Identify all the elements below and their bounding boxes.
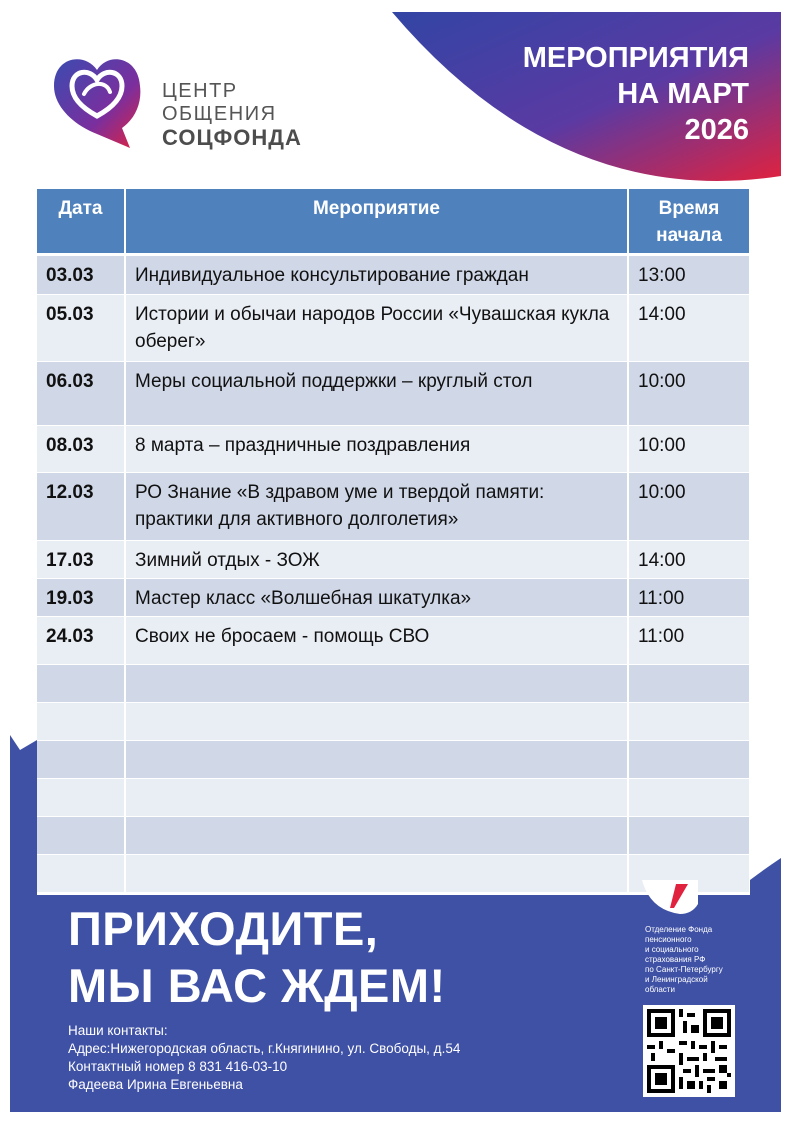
- invite-line-1: ПРИХОДИТЕ,: [68, 902, 379, 955]
- bottom-right-curve: [750, 858, 781, 900]
- row-date: 24.03: [37, 617, 125, 665]
- empty-cell: [628, 741, 749, 779]
- empty-cell: [125, 779, 628, 817]
- invite-line-2: МЫ ВАС ЖДЕМ!: [68, 959, 446, 1012]
- fund-emblem-icon: [640, 880, 700, 916]
- row-date: 08.03: [37, 426, 125, 473]
- org-line-6: и Ленинградской: [645, 975, 708, 984]
- empty-cell: [37, 779, 125, 817]
- contacts-heading: Наши контакты:: [68, 1023, 168, 1038]
- row-time: 13:00: [628, 255, 749, 295]
- empty-table-row: [37, 665, 749, 703]
- row-time: 10:00: [628, 362, 749, 426]
- organization-name: [645, 925, 755, 995]
- empty-cell: [37, 741, 125, 779]
- table-row: [37, 295, 749, 362]
- empty-cell: [37, 855, 125, 893]
- row-event: Индивидуальное консультирование граждан: [125, 255, 628, 295]
- row-event: РО Знание «В здравом уме и твердой памяти: практики для активного долголетия»: [125, 473, 628, 541]
- table-row: [37, 617, 749, 665]
- page-title: [449, 40, 749, 148]
- empty-table-row: [37, 779, 749, 817]
- table-row: [37, 362, 749, 426]
- events-table: [37, 189, 749, 893]
- empty-cell: [628, 665, 749, 703]
- table-header-row: [37, 189, 749, 255]
- empty-cell: [37, 665, 125, 703]
- header-time: [628, 189, 749, 255]
- row-time: 14:00: [628, 541, 749, 579]
- row-event: Мастер класс «Волшебная шкатулка»: [125, 579, 628, 617]
- org-line-2: пенсионного: [645, 935, 692, 944]
- row-date: 17.03: [37, 541, 125, 579]
- empty-cell: [628, 779, 749, 817]
- org-line-4: страхования РФ: [645, 955, 706, 964]
- org-line-5: по Санкт-Петербургу: [645, 965, 723, 974]
- table-row: [37, 473, 749, 541]
- table-row: [37, 255, 749, 295]
- empty-table-row: [37, 703, 749, 741]
- row-time: 10:00: [628, 426, 749, 473]
- empty-cell: [628, 817, 749, 855]
- contacts-block: [68, 1022, 460, 1094]
- row-date: 05.03: [37, 295, 125, 362]
- qr-code-icon[interactable]: [643, 1005, 735, 1097]
- title-line-2: НА МАРТ: [617, 78, 749, 110]
- table-row: [37, 579, 749, 617]
- empty-cell: [125, 665, 628, 703]
- title-line-3: 2026: [684, 114, 749, 146]
- empty-cell: [125, 855, 628, 893]
- brand-line-1: ЦЕНТР: [162, 80, 238, 102]
- brand-name: [162, 80, 302, 149]
- row-date: 19.03: [37, 579, 125, 617]
- empty-cell: [628, 703, 749, 741]
- contacts-phone: Контактный номер 8 831 416-03-10: [68, 1059, 288, 1074]
- row-time: 14:00: [628, 295, 749, 362]
- row-event: 8 марта – праздничные поздравления: [125, 426, 628, 473]
- invitation-text: [68, 900, 446, 1014]
- brand-line-3: СОЦФОНДА: [162, 125, 302, 150]
- empty-table-row: [37, 741, 749, 779]
- row-event: Меры социальной поддержки – круглый стол: [125, 362, 628, 426]
- org-line-7: области: [645, 985, 675, 994]
- org-line-1: Отделение Фонда: [645, 925, 713, 934]
- row-event: Зимний отдых - ЗОЖ: [125, 541, 628, 579]
- row-date: 12.03: [37, 473, 125, 541]
- org-line-3: и социального: [645, 945, 699, 954]
- contacts-address: Адрес:Нижегородская область, г.Княгинино, ул. Свободы, д.54: [68, 1041, 461, 1056]
- row-event: Истории и обычаи народов России «Чувашская кукла оберег»: [125, 295, 628, 362]
- row-date: 03.03: [37, 255, 125, 295]
- empty-cell: [125, 817, 628, 855]
- header-time-line-2: начала: [656, 225, 722, 246]
- heart-logo-icon: [50, 50, 145, 157]
- contacts-person: Фадеева Ирина Евгеньевна: [68, 1077, 243, 1092]
- header-date: Дата: [37, 189, 125, 255]
- brand-line-2: ОБЩЕНИЯ: [162, 103, 277, 125]
- row-event: Своих не бросаем - помощь СВО: [125, 617, 628, 665]
- row-time: 11:00: [628, 617, 749, 665]
- row-time: 11:00: [628, 579, 749, 617]
- empty-cell: [125, 703, 628, 741]
- header-time-line-1: Время: [658, 198, 720, 219]
- row-time: 10:00: [628, 473, 749, 541]
- empty-table-row: [37, 817, 749, 855]
- title-line-1: МЕРОПРИЯТИЯ: [522, 42, 749, 74]
- row-date: 06.03: [37, 362, 125, 426]
- header-event: Мероприятие: [125, 189, 628, 255]
- table-row: [37, 426, 749, 473]
- empty-cell: [125, 741, 628, 779]
- table-row: [37, 541, 749, 579]
- empty-cell: [37, 703, 125, 741]
- empty-cell: [37, 817, 125, 855]
